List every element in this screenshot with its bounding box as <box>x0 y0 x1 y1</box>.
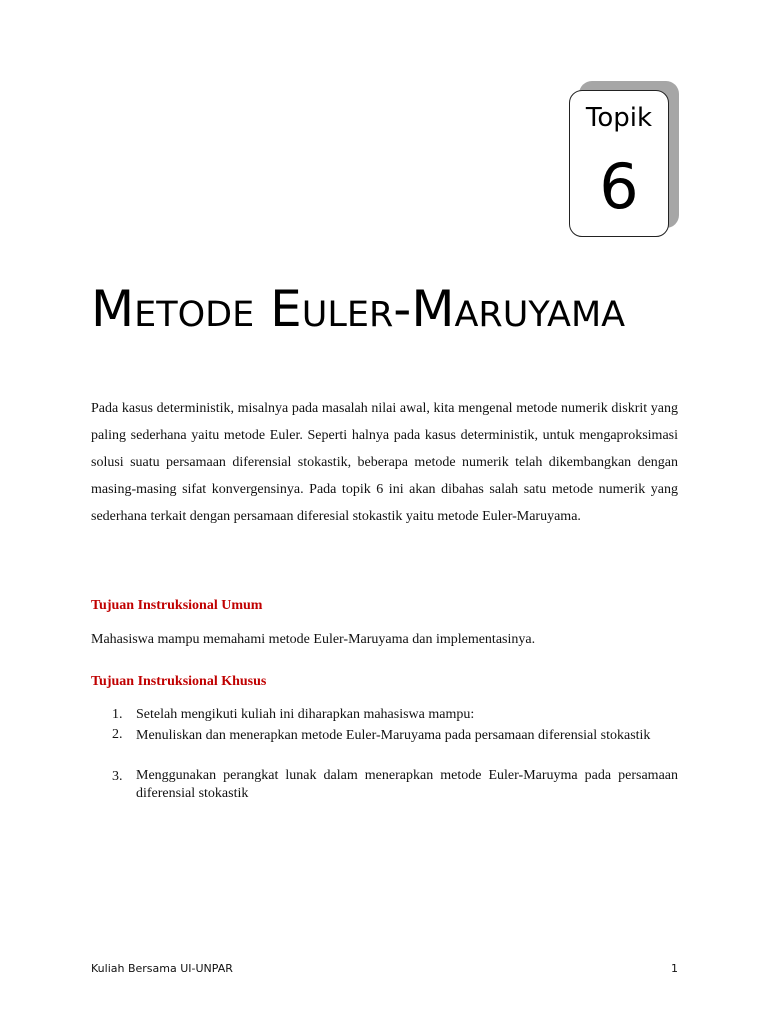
list-item <box>91 767 678 803</box>
list-item-text: Setelah mengikuti kuliah ini diharapkan mahasiswa mampu: <box>136 707 475 722</box>
specific-objective-list <box>91 705 678 803</box>
specific-objective-heading: Tujuan Instruksional Khusus <box>91 674 267 689</box>
list-item-number: 2. <box>112 727 123 742</box>
footer-text: Kuliah Bersama UI-UNPAR <box>91 962 233 975</box>
list-item <box>91 705 678 725</box>
topic-label: Topik <box>585 103 653 133</box>
page-number: 1 <box>671 962 678 975</box>
page-title: Metode Euler-Maruyama <box>91 280 626 338</box>
list-item-text: Menggunakan perangkat lunak dalam menerapkan metode Euler-Maruyma pada persamaan diferensial stokastik <box>136 768 678 801</box>
topic-number: 6 <box>599 150 639 223</box>
general-objective-heading: Tujuan Instruksional Umum <box>91 598 263 613</box>
list-item-text: Menuliskan dan menerapkan metode Euler-Maruyama pada persamaan diferensial stokastik <box>136 728 651 743</box>
list-item-number: 3. <box>112 769 123 784</box>
intro-paragraph: Pada kasus deterministik, misalnya pada masalah nilai awal, kita mengenal metode numerik diskrit yang paling sederhana yaitu metode Euler. Seperti halnya pada kasus deterministik, untuk mengaproksimasi solusi suatu persamaan diferensial stokastik, beberapa metode numerik telah dikembangkan dengan masing-masing sifat konvergensinya. Pada topik 6 ini akan dibahas salah satu metode numerik yang sederhana terkait dengan persamaan diferesial stokastik yaitu metode Euler-Maruyama. <box>91 401 678 524</box>
list-item-number: 1. <box>112 707 123 722</box>
topic-badge <box>569 90 669 237</box>
list-item <box>91 725 678 767</box>
general-objective-text: Mahasiswa mampu memahami metode Euler-Maruyama dan implementasinya. <box>91 632 536 647</box>
